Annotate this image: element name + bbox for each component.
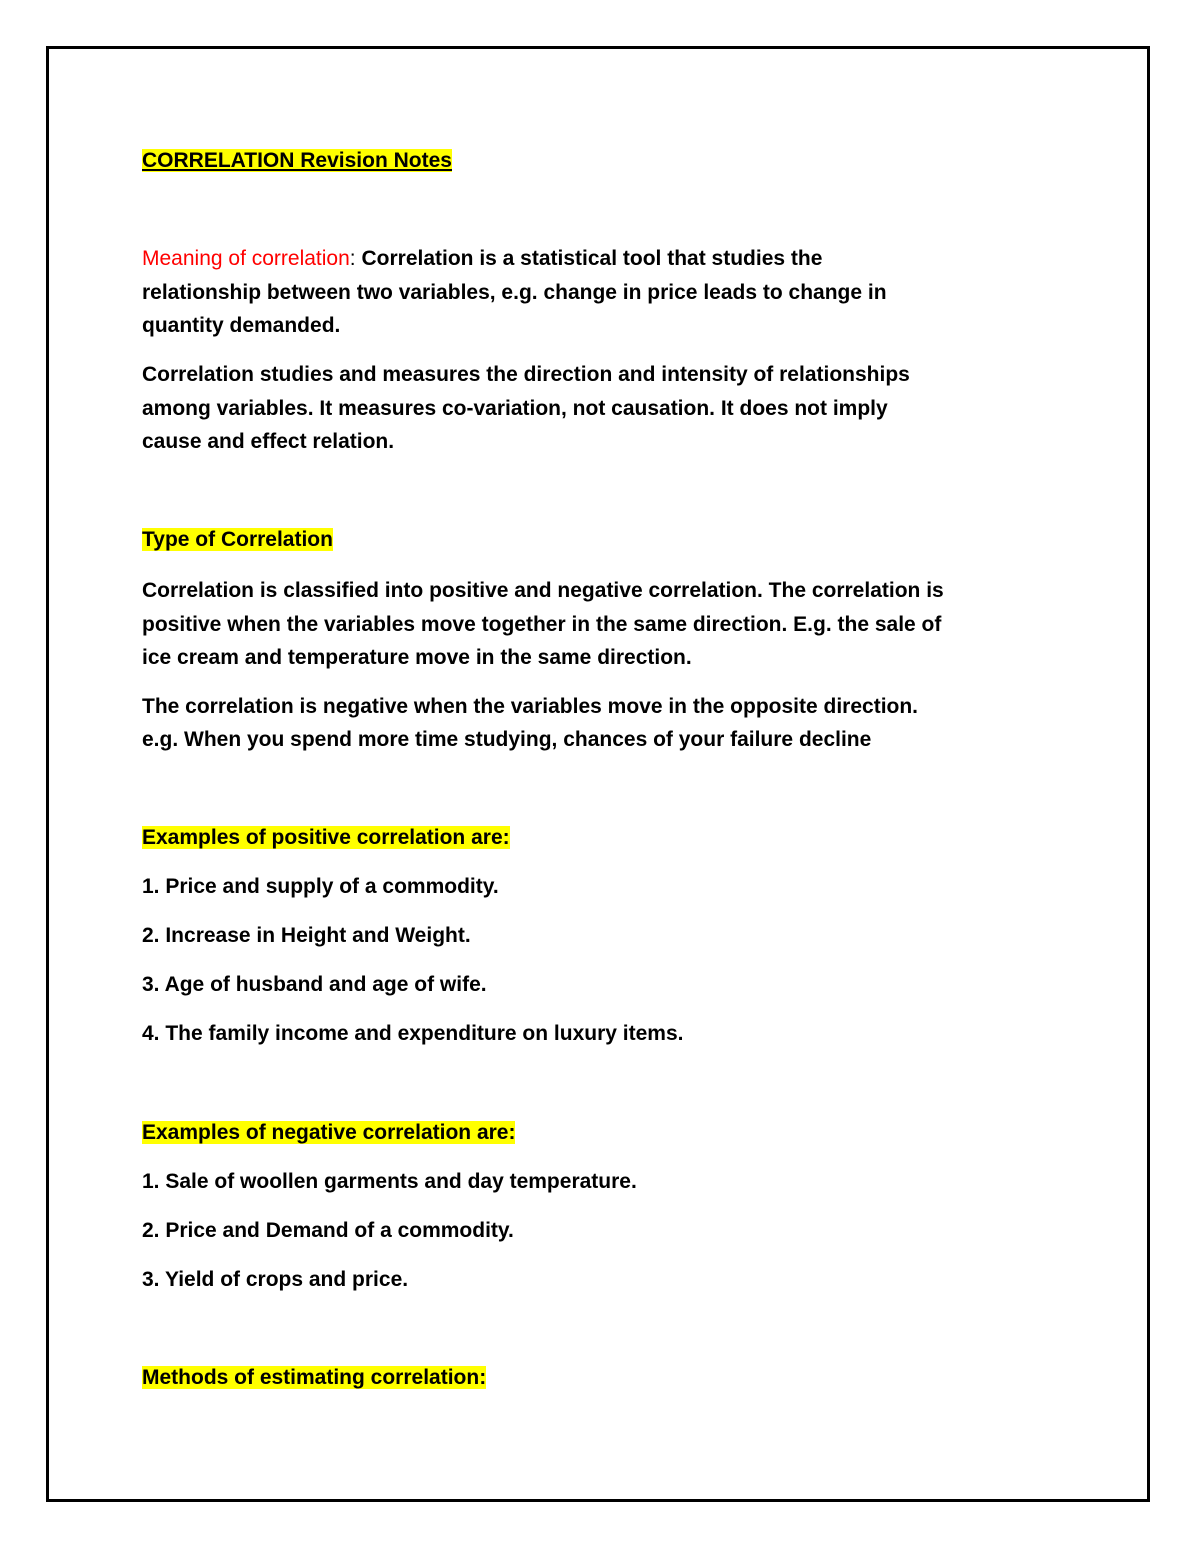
title-text: CORRELATION Revision Notes <box>142 149 452 172</box>
positive-item-1: 1. Price and supply of a commodity. <box>142 875 499 898</box>
type-para1-line-2: positive when the variables move together in the same direction. E.g. the sale of <box>142 613 942 636</box>
type-para2-line-2: e.g. When you spend more time studying, chances of your failure decline <box>142 728 872 751</box>
meaning-line-2: relationship between two variables, e.g. change in price leads to change in <box>142 281 887 304</box>
negative-item-2: 2. Price and Demand of a commodity. <box>142 1219 514 1242</box>
meaning-para2-line-2: among variables. It measures co-variation, not causation. It does not imply <box>142 397 888 420</box>
negative-item-3: 3. Yield of crops and price. <box>142 1268 409 1291</box>
positive-item-2: 2. Increase in Height and Weight. <box>142 924 471 947</box>
positive-item-4: 4. The family income and expenditure on luxury items. <box>142 1022 684 1045</box>
methods-heading-text: Methods of estimating correlation: <box>142 1366 487 1389</box>
meaning-colon: : <box>349 247 356 270</box>
type-para1-line-1: Correlation is classified into positive and negative correlation. The correlation is <box>142 579 944 602</box>
positive-heading <box>142 821 510 854</box>
positive-item-3: 3. Age of husband and age of wife. <box>142 973 487 996</box>
methods-heading <box>142 1361 486 1394</box>
type-para2-line-1: The correlation is negative when the variables move in the opposite direction. <box>142 695 919 718</box>
meaning-line-3: quantity demanded. <box>142 314 341 337</box>
document-title <box>142 144 452 177</box>
negative-heading-text: Examples of negative correlation are: <box>142 1121 516 1144</box>
meaning-text-1: Correlation is a statistical tool that studies the <box>355 247 823 270</box>
type-para1-line-3: ice cream and temperature move in the same direction. <box>142 646 692 669</box>
meaning-line-1 <box>142 242 822 275</box>
positive-heading-text: Examples of positive correlation are: <box>142 826 510 849</box>
negative-heading <box>142 1116 515 1149</box>
meaning-para2-line-1: Correlation studies and measures the direction and intensity of relationships <box>142 363 910 386</box>
meaning-para2-line-3: cause and effect relation. <box>142 430 395 453</box>
type-heading <box>142 523 333 556</box>
type-heading-text: Type of Correlation <box>142 528 333 551</box>
meaning-label: Meaning of correlation <box>142 247 350 270</box>
negative-item-1: 1. Sale of woollen garments and day temperature. <box>142 1170 637 1193</box>
